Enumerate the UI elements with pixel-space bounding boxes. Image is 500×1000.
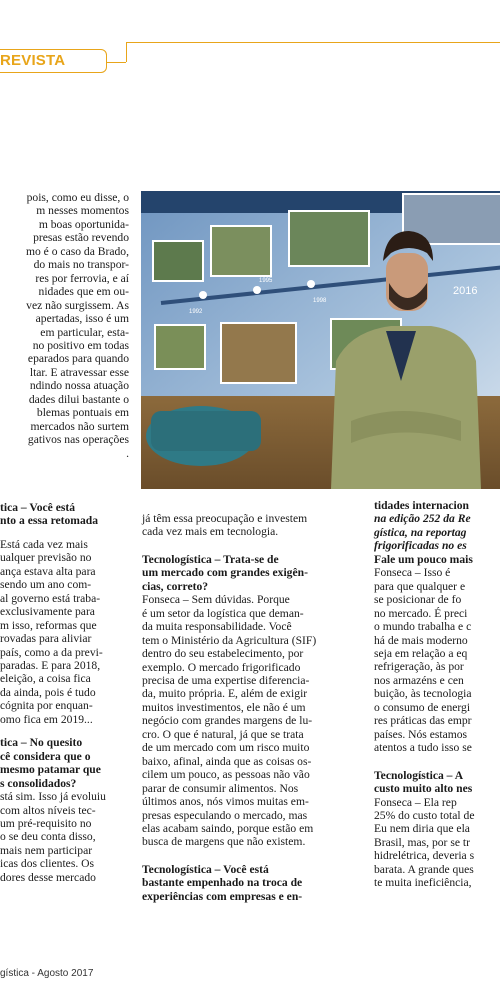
body-line: dentro do seu estabelecimento, por	[142, 647, 304, 661]
body-line: no mercado. É preci	[374, 606, 468, 620]
body-line: mais nem participar	[0, 843, 93, 857]
question-line: cê considera que o	[0, 749, 91, 763]
paragraph-gap	[0, 528, 106, 538]
body-line: m boas oportunida-	[38, 217, 129, 231]
body-line: tem o Ministério da Agricultura (SIF)	[142, 633, 317, 647]
timeline-year: 1995	[259, 278, 273, 284]
question-line: Tecnologística – Trata-se de	[142, 552, 279, 566]
body-line: te muita ineficiência,	[374, 876, 472, 890]
photo-illustration	[141, 191, 500, 489]
body-line: mo é o caso da Brado,	[25, 244, 129, 258]
body-line: Fonseca – Isso é	[374, 566, 451, 580]
body-line: um pré-requisito no	[0, 816, 92, 830]
body-line: vez não surgissem. As	[26, 298, 129, 312]
question-line: Tecnologística – A	[374, 768, 464, 782]
question-line: bastante empenhado na troca de	[142, 876, 303, 890]
body-line: negócio com grandes margens de lu-	[142, 714, 313, 728]
body-line: da ainda, pois é tudo	[0, 685, 96, 699]
portrait-photo	[141, 191, 500, 489]
body-line: icas dos clientes. Os	[0, 857, 95, 871]
paragraph-gap	[0, 726, 106, 736]
body-line: de um mercado com um risco muito	[142, 741, 310, 755]
body-line: exclusivamente para	[0, 605, 95, 619]
body-line: cilem um pouco, as pessoas não vão	[142, 768, 310, 782]
question-line: tica – No quesito	[0, 736, 83, 750]
section-tab	[0, 49, 107, 73]
body-line: precisa de uma expertise diferencia-	[142, 673, 310, 687]
body-line: stá sim. Isso já evoluiu	[0, 790, 106, 804]
body-line: seja em relação a eq	[374, 646, 468, 660]
question-line: frigorificadas no es	[374, 539, 467, 553]
body-line: no positivo em todas	[32, 338, 129, 352]
body-line: eleição, a coisa fica	[0, 672, 91, 686]
timeline-year: 2016	[453, 285, 478, 297]
body-line: países. Nós estamos	[374, 727, 468, 741]
header-rule	[126, 42, 500, 43]
header-rule	[106, 62, 126, 63]
body-line: m nesses momentos	[36, 204, 129, 218]
body-line: nos armazéns e cen	[374, 673, 464, 687]
body-line: dades dilui bastante o	[28, 392, 129, 406]
column-1-bottom	[0, 501, 106, 884]
column-2	[142, 512, 316, 903]
body-line: sendo um ano com-	[0, 578, 92, 592]
body-line: cro. O que é natural, já que se trata	[142, 727, 304, 741]
body-line: parar de consumir alimentos. Nos	[142, 781, 299, 795]
body-line: presas estão revendo	[33, 231, 129, 245]
body-line: paradas. E para 2018,	[0, 658, 101, 672]
body-line: presas especulando o mercado, mas	[142, 808, 308, 822]
body-line: com altos níveis tec-	[0, 803, 96, 817]
body-line: pois, como eu disse, o	[26, 191, 129, 204]
body-line: da muita responsabilidade. Você	[142, 620, 292, 634]
body-line: m isso, reformas que	[0, 618, 97, 632]
body-line: há de mais moderno	[374, 633, 468, 647]
body-line: Está cada vez mais	[0, 537, 88, 551]
question-line: s consolidados?	[0, 776, 77, 790]
column-1-top	[0, 191, 129, 460]
question-line: custo muito alto nes	[374, 782, 473, 796]
body-line: o se deu conta disso,	[0, 830, 96, 844]
body-line: Brasil, mas, por se tr	[374, 835, 470, 849]
body-line: eparados para quando	[27, 352, 129, 366]
body-line: hidrelétrica, deveria s	[374, 849, 475, 863]
body-line: cada vez mais em tecnologia.	[142, 525, 279, 539]
question-line: um mercado com grandes exigên-	[142, 566, 308, 580]
question-line: mesmo patamar que	[0, 763, 101, 777]
column-3	[374, 499, 474, 890]
body-line: buição, às tecnologia	[374, 687, 472, 701]
question-line: gística, na reportag	[374, 525, 467, 539]
header-rule	[126, 42, 127, 62]
body-line: res por ferrovia, e aí	[35, 271, 129, 285]
paragraph-gap	[142, 849, 316, 863]
body-line: ualquer previsão no	[0, 551, 92, 565]
body-line: cógnita por enquan-	[0, 699, 93, 713]
paragraph-gap	[374, 755, 474, 769]
body-line: Eu nem diria que ela	[374, 822, 470, 836]
body-line: para que qualquer e	[374, 579, 466, 593]
body-line: nidades que em ou-	[38, 285, 129, 299]
question-line: nto a essa retomada	[0, 514, 99, 528]
body-line: blemas pontuais em	[36, 406, 129, 420]
body-line: elas acabam saindo, porque estão em	[142, 821, 314, 835]
body-line: Fonseca – Sem dúvidas. Porque	[142, 593, 290, 607]
body-line: barata. A grande ques	[374, 862, 474, 876]
timeline-year: 1992	[189, 309, 203, 315]
body-line: omo fica em 2019...	[0, 712, 93, 726]
body-line: se posicionar de fo	[374, 593, 462, 607]
question-line: tidades internacion	[374, 499, 470, 512]
section-title: REVISTA	[0, 52, 66, 69]
body-line: apertadas, isso é um	[35, 312, 129, 326]
timeline-year: 1998	[313, 298, 327, 304]
body-line: muitos investimentos, ele não é um	[142, 700, 306, 714]
question-line: na edição 252 da Re	[374, 512, 471, 526]
body-line: busca de margens que não existem.	[142, 835, 306, 849]
page-footer: gística - Agosto 2017	[0, 968, 94, 979]
question-line: Fale um pouco mais	[374, 552, 473, 566]
body-line: dores desse mercado	[0, 870, 96, 884]
body-line: Fonseca – Ela rep	[374, 795, 457, 809]
body-line: do mais no transpor-	[33, 258, 129, 272]
body-line: rovadas para aliviar	[0, 632, 92, 646]
body-line: o consumo de energi	[374, 700, 471, 714]
body-line: res práticas das empr	[374, 714, 472, 728]
body-line: exemplo. O mercado frigorificado	[142, 660, 301, 674]
question-line: tica – Você está	[0, 501, 76, 514]
body-line: 25% do custo total de	[374, 808, 475, 822]
question-line: cias, correto?	[142, 579, 209, 593]
question-line: Tecnologística – Você está	[142, 862, 269, 876]
paragraph-gap	[142, 539, 316, 553]
body-line: atentos a tudo isso se	[374, 741, 472, 755]
question-line: experiências com empresas e en-	[142, 889, 303, 903]
body-line: o mundo trabalha e c	[374, 620, 472, 634]
body-line: é um setor da logística que deman-	[142, 606, 304, 620]
body-line: al governo está traba-	[0, 591, 101, 605]
body-line: país, como a da previ-	[0, 645, 103, 659]
body-line: ltar. E atravessar esse	[29, 365, 129, 379]
body-line: mercados não surtem	[30, 419, 129, 433]
body-line: refrigeração, às por	[374, 660, 464, 674]
body-line: últimos anos, nós vimos muitas em-	[142, 795, 309, 809]
body-line: gativos nas operações	[27, 433, 129, 447]
body-line: baixo, afinal, ainda que as coisas os-	[142, 754, 312, 768]
body-line: .	[126, 446, 129, 460]
body-line: ndindo nossa atuação	[29, 379, 129, 393]
body-line: da, muito própria. E, além de exigir	[142, 687, 308, 701]
body-line: já têm essa preocupação e investem	[142, 512, 308, 525]
body-line: ança estava alta para	[0, 564, 96, 578]
body-line: em particular, esta-	[40, 325, 129, 339]
